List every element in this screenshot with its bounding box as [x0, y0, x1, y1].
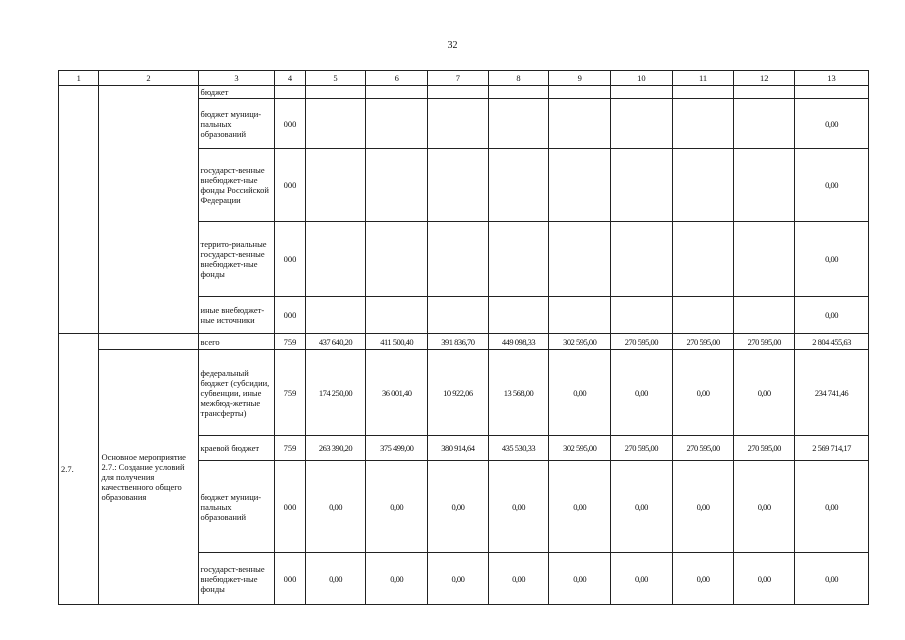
column-header: 7 — [428, 71, 489, 86]
column-header: 12 — [734, 71, 795, 86]
column-header: 13 — [795, 71, 869, 86]
budget-code: 759 — [275, 350, 305, 436]
year-value: 0,00 — [549, 553, 611, 605]
year-value: 0,00 — [366, 461, 428, 553]
total-value: 0,00 — [795, 149, 869, 222]
column-header: 9 — [549, 71, 611, 86]
total-value: 0,00 — [795, 297, 869, 334]
year-value: 10 922,06 — [428, 350, 489, 436]
funding-source: государст-венные внебюджет-ные фонды — [198, 553, 275, 605]
year-value: 375 499,00 — [366, 436, 428, 461]
year-value: 449 098,33 — [488, 334, 549, 350]
year-value: 0,00 — [549, 350, 611, 436]
budget-code — [275, 86, 305, 99]
year-value: 380 914,64 — [428, 436, 489, 461]
funding-source: федеральный бюджет (субсидии, субвенции, иные межбюд-жетные трансферты) — [198, 350, 275, 436]
year-value: 0,00 — [428, 553, 489, 605]
total-value: 0,00 — [795, 461, 869, 553]
year-value: 0,00 — [488, 553, 549, 605]
year-value: 411 500,40 — [366, 334, 428, 350]
year-value: 0,00 — [734, 350, 795, 436]
funding-source: бюджет муници-пальных образований — [198, 99, 275, 149]
year-value: 13 568,00 — [488, 350, 549, 436]
column-header: 1 — [59, 71, 99, 86]
total-value — [795, 86, 869, 99]
year-value: 391 836,70 — [428, 334, 489, 350]
budget-code: 759 — [275, 436, 305, 461]
column-header-row — [59, 71, 869, 86]
year-value: 270 595,00 — [672, 436, 734, 461]
year-value: 0,00 — [672, 553, 734, 605]
budget-code: 000 — [275, 553, 305, 605]
year-value: 36 001,40 — [366, 350, 428, 436]
year-value: 435 530,33 — [488, 436, 549, 461]
total-value: 234 741,46 — [795, 350, 869, 436]
year-value: 270 595,00 — [611, 436, 673, 461]
column-header: 6 — [366, 71, 428, 86]
total-value: 0,00 — [795, 222, 869, 297]
year-value: 0,00 — [611, 553, 673, 605]
total-value: 0,00 — [795, 99, 869, 149]
funding-source: всего — [198, 334, 275, 350]
year-value: 302 595,00 — [549, 436, 611, 461]
year-value: 0,00 — [672, 350, 734, 436]
year-value: 174 250,00 — [305, 350, 366, 436]
budget-table — [58, 70, 869, 605]
funding-source: краевой бюджет — [198, 436, 275, 461]
column-header: 11 — [672, 71, 734, 86]
event-description: Основное мероприятие 2.7.: Создание условий для получения качественного общего образования — [99, 350, 198, 605]
year-value: 302 595,00 — [549, 334, 611, 350]
total-value: 0,00 — [795, 553, 869, 605]
funding-source: бюджет муници-пальных образований — [198, 461, 275, 553]
table-row — [59, 350, 869, 436]
year-value: 0,00 — [428, 461, 489, 553]
page-number: 32 — [447, 40, 458, 51]
budget-code: 000 — [275, 297, 305, 334]
year-value: 0,00 — [611, 350, 673, 436]
index-cell — [59, 86, 99, 334]
year-value: 0,00 — [672, 461, 734, 553]
column-header: 10 — [611, 71, 673, 86]
funding-source: государст-венные внебюджет-ные фонды Российской Федерации — [198, 149, 275, 222]
budget-code: 000 — [275, 149, 305, 222]
table-row — [59, 334, 869, 350]
year-value: 0,00 — [366, 553, 428, 605]
year-value: 437 640,20 — [305, 334, 366, 350]
year-value: 0,00 — [734, 461, 795, 553]
column-header: 8 — [488, 71, 549, 86]
year-value: 270 595,00 — [672, 334, 734, 350]
table-row — [59, 86, 869, 99]
year-value: 270 595,00 — [611, 334, 673, 350]
event-index: 2.7. — [59, 334, 99, 605]
budget-code: 759 — [275, 334, 305, 350]
year-value: 0,00 — [305, 553, 366, 605]
event-cell-spacer — [99, 334, 198, 350]
year-value: 0,00 — [305, 461, 366, 553]
column-header: 4 — [275, 71, 305, 86]
column-header: 3 — [198, 71, 275, 86]
year-value: 0,00 — [488, 461, 549, 553]
funding-source: террито-риальные государст-венные внебюджет-ные фонды — [198, 222, 275, 297]
total-value: 2 804 455,63 — [795, 334, 869, 350]
budget-code: 000 — [275, 222, 305, 297]
year-value: 270 595,00 — [734, 436, 795, 461]
funding-source: бюджет — [198, 86, 275, 99]
year-value: 263 390,20 — [305, 436, 366, 461]
year-value: 0,00 — [734, 553, 795, 605]
budget-code: 000 — [275, 461, 305, 553]
funding-source: иные внебюджет-ные источники — [198, 297, 275, 334]
total-value: 2 569 714,17 — [795, 436, 869, 461]
column-header: 2 — [99, 71, 198, 86]
event-cell — [99, 86, 198, 334]
budget-code: 000 — [275, 99, 305, 149]
column-header: 5 — [305, 71, 366, 86]
year-value: 270 595,00 — [734, 334, 795, 350]
year-value: 0,00 — [549, 461, 611, 553]
year-value: 0,00 — [611, 461, 673, 553]
